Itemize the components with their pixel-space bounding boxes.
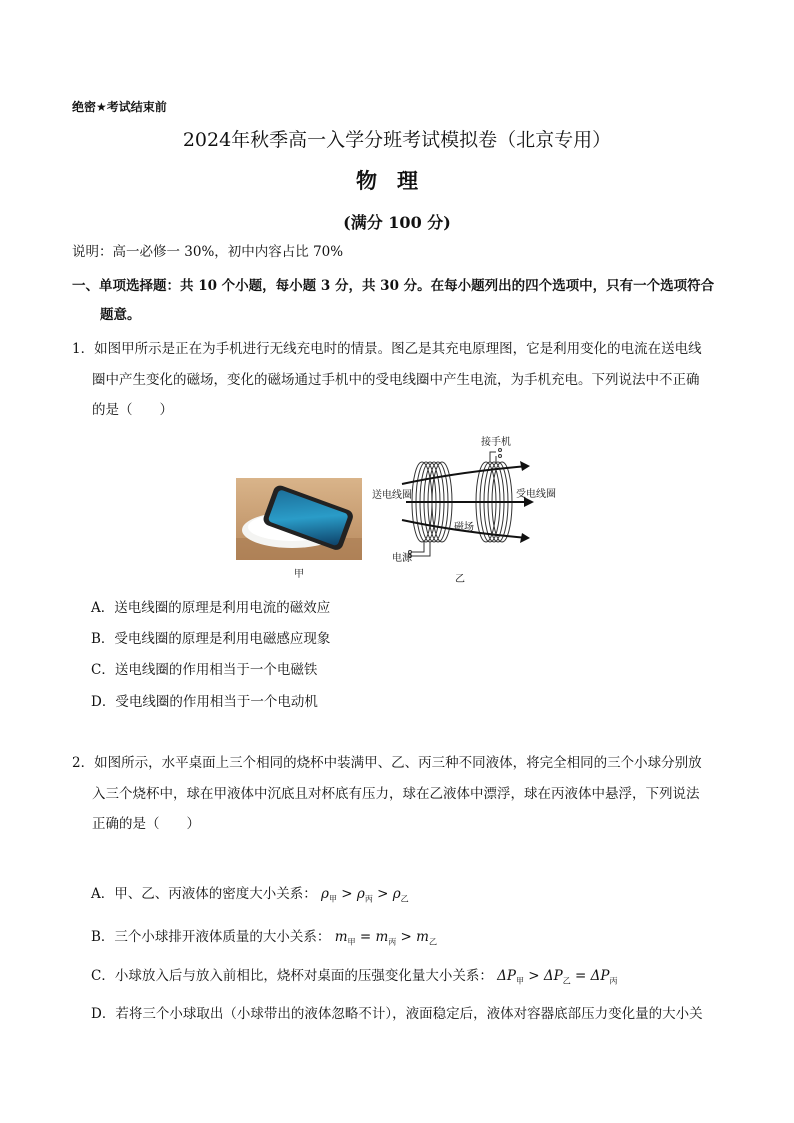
label-to-phone: 接手机 (481, 437, 511, 448)
q1-option-c: C．送电线圈的作用相当于一个电磁铁 (91, 662, 318, 678)
q1-stem-line2: 圈中产生变化的磁场，变化的磁场通过手机中的受电线圈中产生电流，为手机充电。下列说法中不正确 (92, 372, 700, 388)
label-send-coil: 送电线圈 (372, 490, 412, 501)
q1-stem-line3: 的是（ ） (92, 402, 173, 418)
exam-title: 2024年秋季高一入学分班考试模拟卷（北京专用） (182, 129, 612, 151)
full-score: (满分 100 分) (343, 213, 451, 232)
q2-option-c: C．小球放入后与放入前相比，烧杯对桌面的压强变化量大小关系： $\Delta P_甲 > \Delta P_乙 = \Delta P_丙$ (91, 968, 618, 986)
q2-stem-line2: 入三个烧杯中，球在甲液体中沉底且对杯底有压力，球在乙液体中漂浮，球在丙液体中悬浮，下列说法 (92, 786, 700, 802)
q2-stem-line1: 2．如图所示，水平桌面上三个相同的烧杯中装满甲、乙、丙三种不同液体，将完全相同的三个小球分别放 (72, 755, 702, 771)
figure-a-caption: 甲 (294, 569, 304, 580)
q1-stem-line1: 1．如图甲所示是正在为手机进行无线充电时的情景。图乙是其充电原理图，它是利用变化的电流在送电线 (72, 341, 702, 357)
label-power-source: 电源 (392, 553, 412, 564)
label-magnetic-field: 磁场 (454, 522, 474, 533)
label-receive-coil: 受电线圈 (516, 489, 556, 500)
section-heading-cont: 题意。 (100, 307, 141, 323)
section-heading: 一、单项选择题：共 10 个小题，每小题 3 分，共 30 分。在每小题列出的四个选项中，只有一个选项符合 (72, 278, 715, 294)
confidential-mark: 绝密★考试结束前 (72, 100, 167, 114)
subject-title: 物理 (356, 168, 438, 193)
q2-option-b: B．三个小球排开液体质量的大小关系： $m_甲 = m_丙 > m_乙$ (91, 929, 437, 947)
figure-b-caption: 乙 (455, 574, 465, 585)
q2-option-d: D．若将三个小球取出（小球带出的液体忽略不计），液面稳定后，液体对容器底部压力变化量的大小关 (91, 1006, 703, 1022)
q2-stem-line3: 正确的是（ ） (92, 816, 200, 832)
q1-option-a: A．送电线圈的原理是利用电流的磁效应 (91, 600, 331, 616)
q2-option-a: A．甲、乙、丙液体的密度大小关系： $\rho_甲 > \rho_丙 > \rho_乙$ (91, 886, 409, 904)
exam-note: 说明：高一必修一 30%，初中内容占比 70% (72, 244, 344, 260)
figure-phone-charging (236, 478, 362, 560)
q1-option-d: D．受电线圈的作用相当于一个电动机 (91, 694, 318, 710)
q1-option-b: B．受电线圈的原理是利用电磁感应现象 (91, 631, 331, 647)
